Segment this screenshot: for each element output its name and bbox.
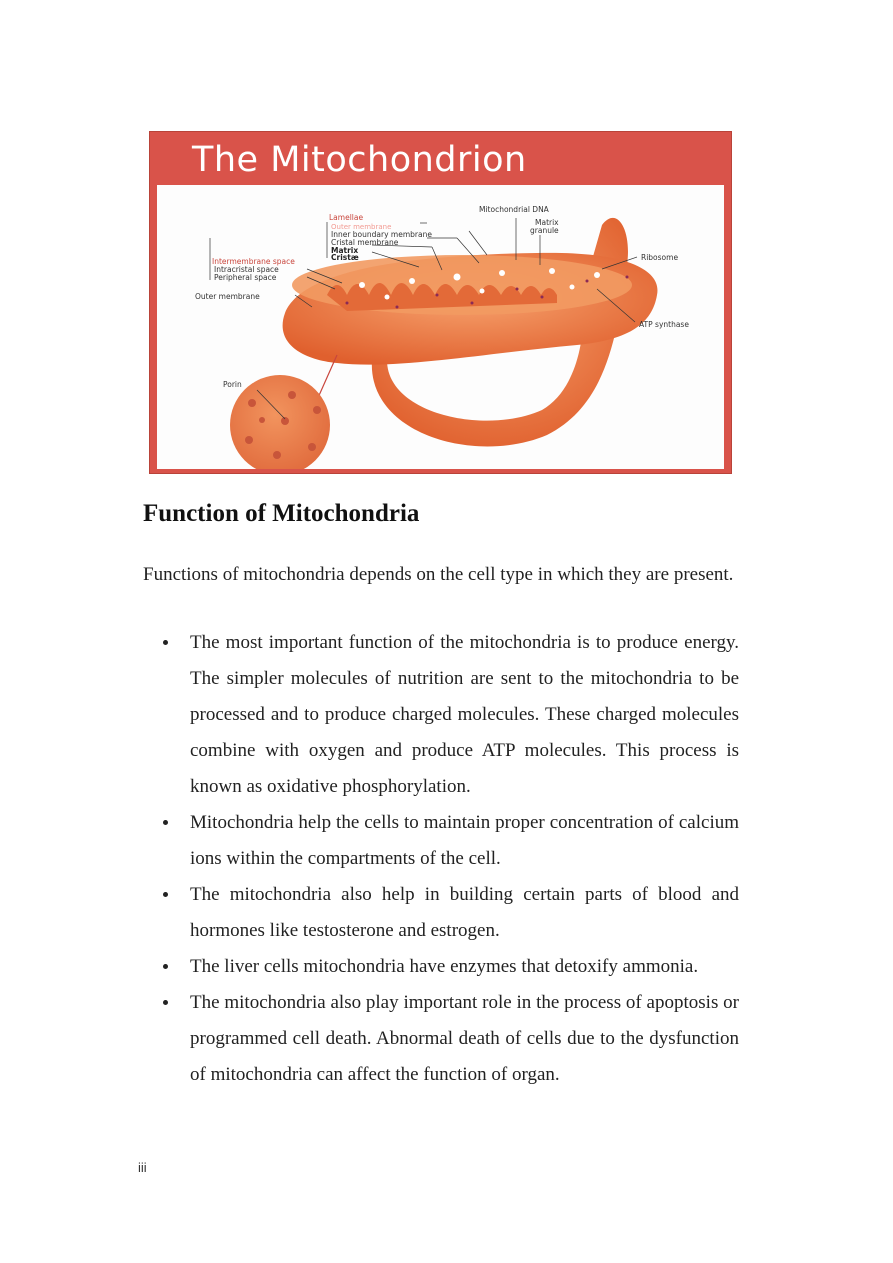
section-heading: Function of Mitochondria — [143, 500, 420, 527]
list-item — [143, 625, 739, 805]
intro-paragraph: Functions of mitochondria depends on the cell type in which they are present. — [143, 564, 734, 585]
list-item — [143, 949, 739, 985]
label-porin: Porin — [223, 380, 242, 389]
label-matrix: Matrix — [331, 246, 359, 255]
list-item-text: The mitochondria also play important role in the process of apoptosis or programmed cell death. Abnormal death of cells due to the dysfunction of mitochondria can affect the function of organ. — [190, 992, 739, 1085]
list-item — [143, 985, 739, 1093]
label-matrix-granule-1: Matrix — [535, 218, 559, 227]
figure-panel — [157, 185, 724, 469]
function-list — [143, 625, 739, 1093]
mitochondrion-figure — [149, 131, 732, 474]
list-item — [143, 805, 739, 877]
list-item-text: Mitochondria help the cells to maintain proper concentration of calcium ions within the compartments of the cell. — [190, 812, 739, 869]
list-item-text: The liver cells mitochondria have enzymes that detoxify ammonia. — [190, 956, 699, 977]
label-cristal-membrane: Cristal membrane — [331, 238, 399, 247]
label-peripheral-space: Peripheral space — [214, 273, 277, 282]
bullet-dot — [163, 640, 168, 645]
bullet-dot — [163, 964, 168, 969]
label-intermembrane-space: Intermembrane space — [212, 257, 295, 266]
bullet-dot — [163, 820, 168, 825]
label-lamellae: Lamellae — [329, 213, 364, 222]
label-inner-boundary-membrane: Inner boundary membrane — [331, 230, 432, 239]
label-intracristal-space: Intracristal space — [214, 265, 279, 274]
label-matrix-granule-2: granule — [530, 226, 559, 235]
page-number: iii — [138, 1160, 147, 1175]
list-item-text: The most important function of the mitochondria is to produce energy. The simpler molecules of nutrition are sent to the mitochondria to be processed and to produce charged molecules. These charged molecules combine with oxygen and produce ATP molecules. This process is known as oxidative phosphorylation. — [190, 632, 739, 797]
label-ribosome: Ribosome — [641, 253, 679, 262]
figure-title: The Mitochondrion — [192, 140, 527, 180]
bullet-dot — [163, 892, 168, 897]
list-item — [143, 877, 739, 949]
list-item-text: The mitochondria also help in building certain parts of blood and hormones like testosterone and estrogen. — [190, 884, 739, 941]
label-mitochondrial-dna: Mitochondrial DNA — [479, 205, 549, 214]
label-outer-membrane-faint: Outer membrane — [331, 223, 392, 231]
mitochondrion-illustration — [157, 185, 724, 469]
label-cristae: Cristæ — [331, 253, 359, 262]
bullet-dot — [163, 1000, 168, 1005]
label-atp-synthase: ATP synthase — [639, 320, 689, 329]
label-outer-membrane: Outer membrane — [195, 292, 260, 301]
